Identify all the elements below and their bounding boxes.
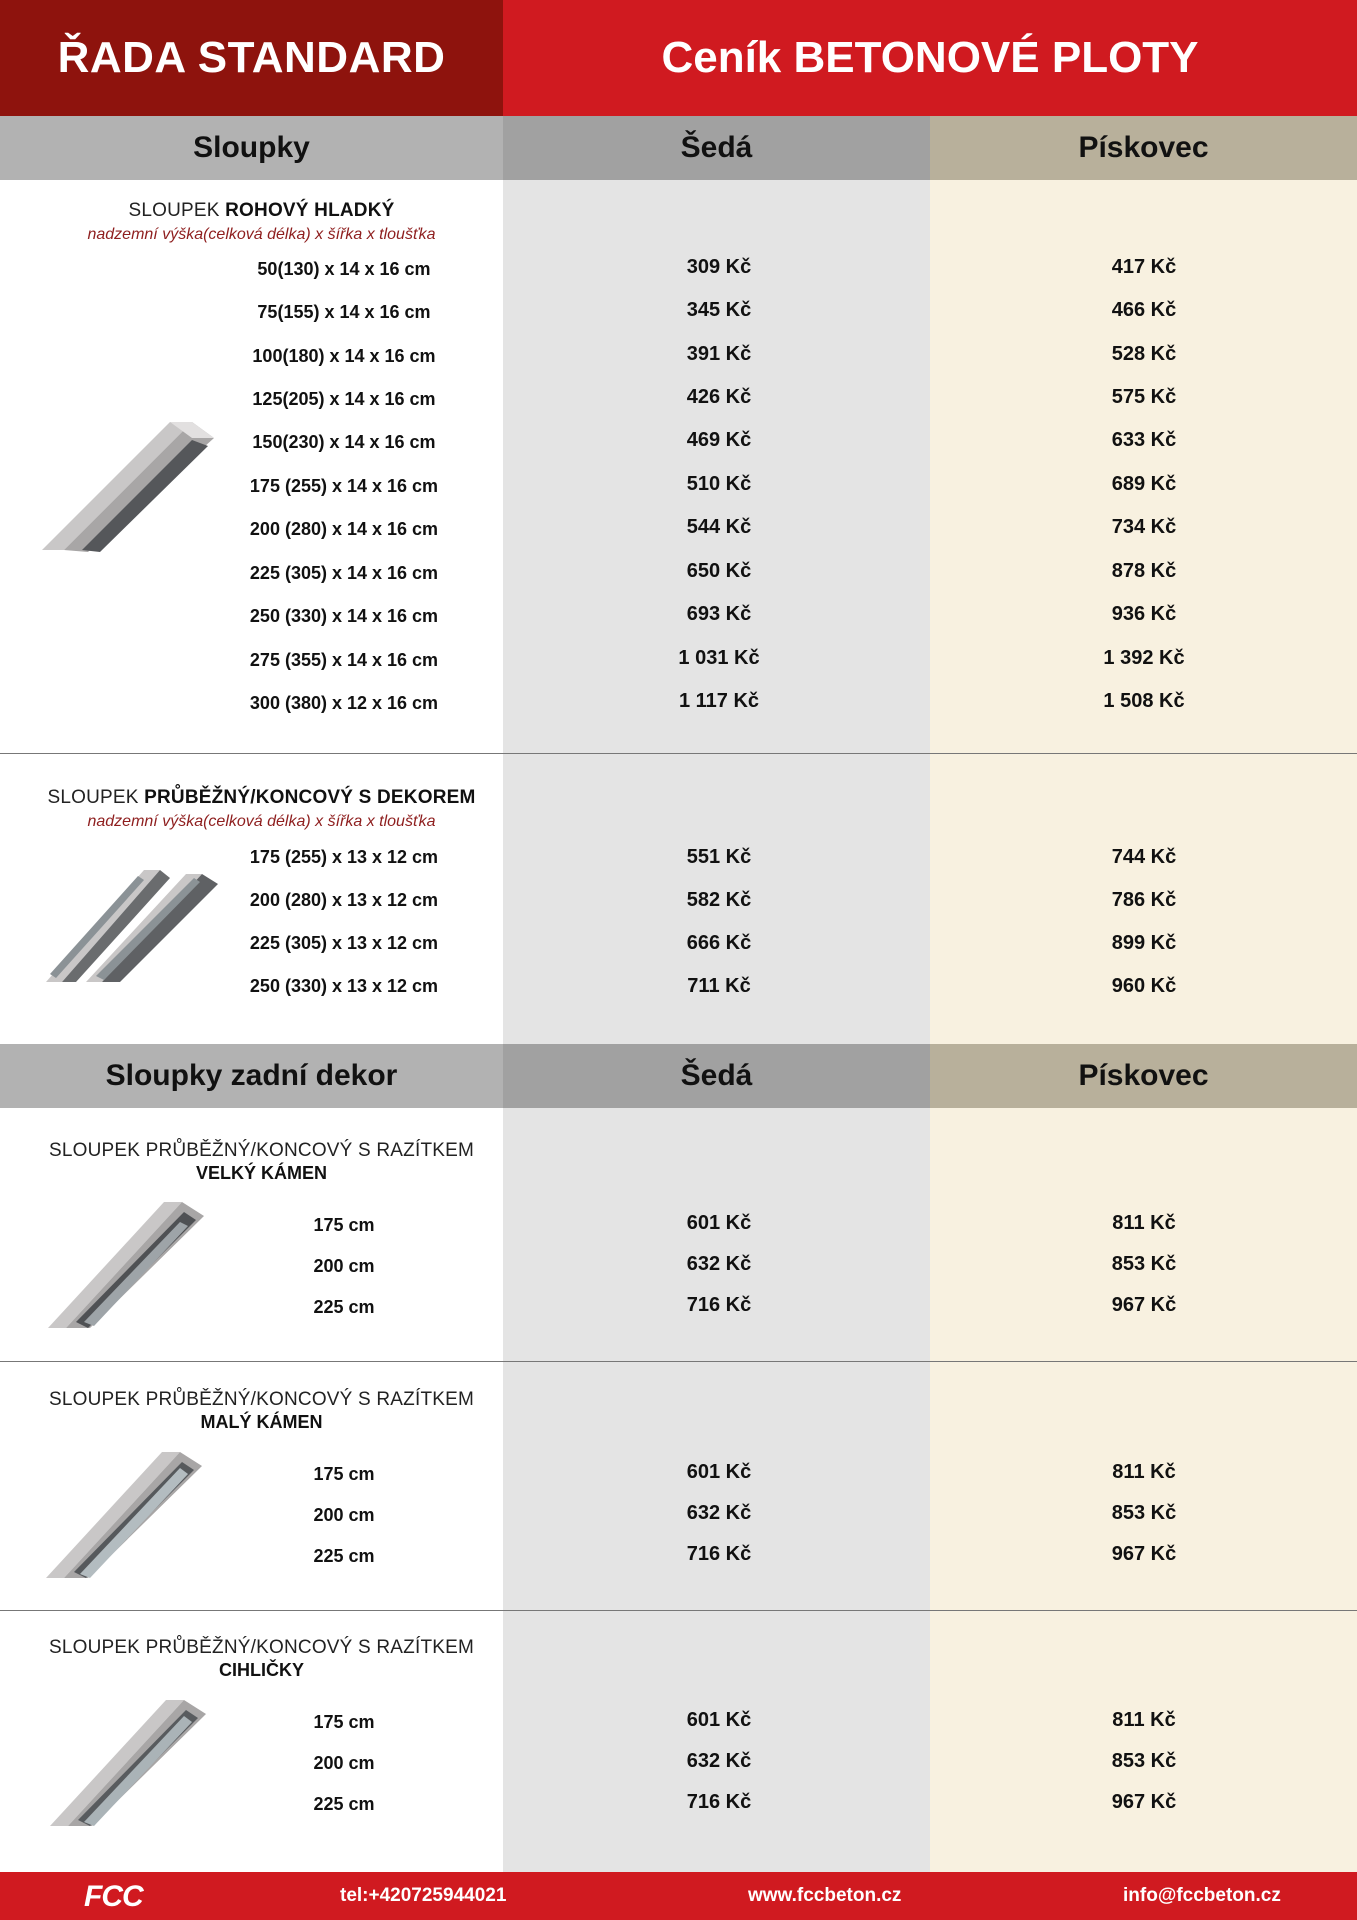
table-row: 175 cm 601 Kč 811 Kč xyxy=(313,1709,1176,1732)
header-sloupky: Sloupky xyxy=(0,116,503,180)
table-row: 225 cm 716 Kč 967 Kč xyxy=(313,1294,1177,1317)
section-title-dekor: SLOUPEK PRŮBĚŽNÝ/KONCOVÝ S DEKOREM xyxy=(47,787,476,808)
table-row: 200 (280) x 13 x 12 cm 582 Kč 786 Kč xyxy=(249,889,1177,911)
section-subtitle-dekor: nadzemní výška(celková délka) x šířka x tloušťka xyxy=(87,813,436,830)
column-header-row-2 xyxy=(0,1044,1357,1108)
section-name-cihlicky: CIHLIČKY xyxy=(219,1660,304,1680)
section-subtitle-rohovy: nadzemní výška(celková délka) x šířka x tloušťka xyxy=(87,226,436,243)
table-row: 100(180) x 14 x 16 cm 391 Kč 528 Kč xyxy=(252,343,1177,366)
header-sand: Pískovec xyxy=(930,116,1357,180)
section-title-cihlicky: SLOUPEK PRŮBĚŽNÝ/KONCOVÝ S RAZÍTKEM xyxy=(48,1637,475,1658)
table-row: 200 cm 632 Kč 853 Kč xyxy=(313,1502,1177,1525)
section-title-velky-kamen: SLOUPEK PRŮBĚŽNÝ/KONCOVÝ S RAZÍTKEM xyxy=(48,1140,475,1161)
fcc-logo: FCC xyxy=(84,1880,143,1913)
table-row: 125(205) x 14 x 16 cm 426 Kč 575 Kč xyxy=(252,386,1177,409)
section-title-maly-kamen: SLOUPEK PRŮBĚŽNÝ/KONCOVÝ S RAZÍTKEM xyxy=(48,1389,475,1410)
website-link[interactable]: www.fccbeton.cz xyxy=(748,1885,902,1906)
column-background-grey xyxy=(503,0,930,1920)
table-row: 200 (280) x 14 x 16 cm 544 Kč 734 Kč xyxy=(249,516,1177,539)
table-row: 150(230) x 14 x 16 cm 469 Kč 633 Kč xyxy=(252,429,1177,452)
section-name-velky-kamen: VELKÝ KÁMEN xyxy=(195,1163,327,1183)
table-row: 300 (380) x 12 x 16 cm 1 117 Kč 1 508 Kč xyxy=(249,690,1185,713)
table-row: 275 (355) x 14 x 16 cm 1 031 Kč 1 392 Kč xyxy=(249,647,1185,670)
header-sloupky-zadni-dekor: Sloupky zadní dekor xyxy=(0,1044,503,1108)
table-row: 250 (330) x 14 x 16 cm 693 Kč 936 Kč xyxy=(249,603,1177,626)
table-row: 75(155) x 14 x 16 cm 345 Kč 466 Kč xyxy=(257,299,1177,322)
table-row: 225 (305) x 14 x 16 cm 650 Kč 878 Kč xyxy=(249,560,1177,583)
table-row: 250 (330) x 13 x 12 cm 711 Kč 960 Kč xyxy=(249,975,1177,997)
header-sand: Pískovec xyxy=(930,1044,1357,1108)
column-header-row-1 xyxy=(0,116,1357,180)
table-row: 175 (255) x 14 x 16 cm 510 Kč 689 Kč xyxy=(249,473,1177,496)
series-title: ŘADA STANDARD xyxy=(0,0,503,116)
header-grey: Šedá xyxy=(503,116,930,180)
table-row: 175 cm 601 Kč 811 Kč xyxy=(313,1461,1176,1484)
section-name-maly-kamen: MALÝ KÁMEN xyxy=(200,1412,323,1432)
footer-bar xyxy=(0,1872,1357,1920)
column-background-sand xyxy=(930,0,1357,1920)
table-row: 200 cm 632 Kč 853 Kč xyxy=(313,1253,1177,1276)
table-row: 50(130) x 14 x 16 cm 309 Kč 417 Kč xyxy=(257,256,1177,279)
header-grey: Šedá xyxy=(503,1044,930,1108)
decor-post-image xyxy=(46,866,231,982)
table-row: 225 cm 716 Kč 967 Kč xyxy=(313,1543,1177,1566)
phone-link[interactable]: tel:+420725944021 xyxy=(340,1885,507,1906)
section-divider xyxy=(0,1610,1357,1611)
section-title-rohovy: SLOUPEK ROHOVÝ HLADKÝ xyxy=(128,200,395,221)
email-link[interactable]: info@fccbeton.cz xyxy=(1123,1885,1281,1906)
table-row: 175 cm 601 Kč 811 Kč xyxy=(313,1212,1176,1235)
table-row: 200 cm 632 Kč 853 Kč xyxy=(313,1750,1177,1773)
table-row: 225 (305) x 13 x 12 cm 666 Kč 899 Kč xyxy=(249,932,1177,954)
table-row: 225 cm 716 Kč 967 Kč xyxy=(313,1791,1177,1814)
section-divider xyxy=(0,753,1357,754)
table-row: 175 (255) x 13 x 12 cm 551 Kč 744 Kč xyxy=(249,846,1177,868)
section-divider xyxy=(0,1361,1357,1362)
pricelist-title: Ceník BETONOVÉ PLOTY xyxy=(503,0,1357,116)
title-bar xyxy=(0,0,1357,116)
